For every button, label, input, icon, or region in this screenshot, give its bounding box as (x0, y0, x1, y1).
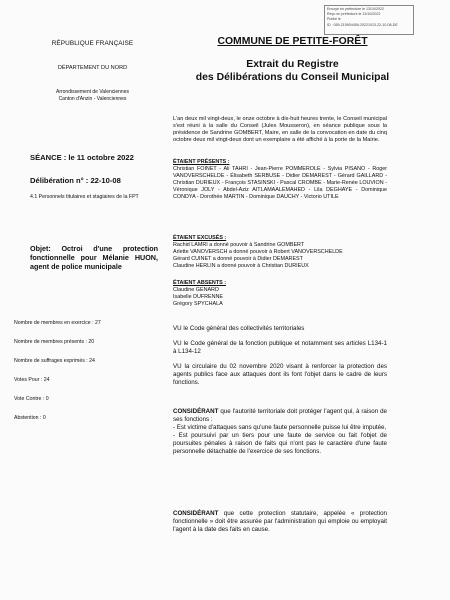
prefecture-stamp (324, 5, 414, 35)
seance-label: SÉANCE : (30, 153, 67, 162)
commune-title: COMMUNE DE PETITE-FORÊT (217, 36, 368, 47)
arrondissement-label: Arrondissement de Valenciennes (55, 89, 129, 95)
absents-section (173, 280, 387, 308)
vote-row: Vote Contre : 0 (14, 396, 49, 402)
republique-label: RÉPUBLIQUE FRANÇAISE (51, 40, 134, 47)
deliberation-number (30, 176, 121, 185)
left-header (30, 40, 155, 102)
vote-row: Nombre de membres présents : 20 (14, 339, 95, 345)
votes-summary (14, 320, 164, 434)
considerant-paragraph (173, 408, 387, 455)
presents-heading: ÉTAIENT PRÉSENTS : (173, 159, 230, 165)
stamp-line: ID : 059-215904459-20221013-22-10-08-DE (327, 22, 398, 27)
absent-line: Grégory SPYCHALA (173, 301, 223, 308)
vote-row: Nombre de suffrages exprimés : 24 (14, 358, 95, 364)
extrait-title (165, 58, 420, 84)
presents-section (173, 159, 387, 202)
stamp-line: Reçu en préfecture le 13/10/2022 (327, 12, 381, 17)
deliberation-label: Délibération n° : (30, 176, 89, 185)
excuse-line: Claudine HERLIN a donné pouvoir à Christian DURIEUX (173, 263, 309, 270)
absents-heading: ÉTAIENT ABSENTS : (173, 280, 227, 286)
considerant-intro: CONSIDÉRANT que l'autorité territoriale doit protéger l'agent qui, à raison de ses fonctions : (173, 408, 387, 423)
departement-label: DÉPARTEMENT DU NORD (57, 65, 128, 71)
intro-paragraph: L'an deux mil vingt-deux, le onze octobre à dix-huit heures trente, le Conseil municipal s'est réuni à la salle du Conseil (Jules Mousseron), en séance publique sous la présidence de Sandrine GOMBERT, Maire, en salle de la convocation en date du cinq octobre deux mil vingt-deux dont un exemplaire a été affiché à la porte de la Mairie. (173, 116, 387, 144)
vu-paragraph: VU la circulaire du 02 novembre 2020 visant à renforcer la protection des agents publics face aux attaques dont ils font l'objet dans le cadre de leurs fonctions. (173, 363, 387, 386)
considerant-paragraph-2: CONSIDÉRANT que cette protection statutaire, appelée « protection fonctionnelle » doit être assurée par l'administration qui emploie ou employait l'agent à la date des faits en cause. (173, 510, 387, 533)
stamp-line: Publié le (327, 17, 341, 22)
vote-row: Abstention : 0 (14, 415, 46, 421)
excuses-heading: ÉTAIENT EXCUSÉS : (173, 235, 227, 241)
excuse-line: Gérard CUINET a donné pouvoir à Didier DEMAREST (173, 256, 303, 263)
stamp-line: Envoyé en préfecture le 13/10/2022 (327, 7, 384, 11)
absent-line: Claudine GENARD (173, 287, 219, 294)
seance-value: le 11 octobre 2022 (68, 153, 134, 162)
extrait-line: Extrait du Registre (246, 59, 339, 70)
seance-date (30, 153, 134, 162)
deliberation-value: 22-10-08 (90, 176, 121, 185)
canton-label: Canton d'Anzin - Valenciennes (58, 95, 127, 102)
absent-line: Isabelle DUFRENNE (173, 294, 224, 301)
vu-paragraph: VU le Code général de la fonction publique et notamment ses articles L134-1 à L134-12 (173, 340, 387, 355)
extrait-line: des Délibérations du Conseil Municipal (195, 72, 390, 83)
considerant-bullet: - Est poursuivi par un tiers pour une faute de service ou fait l'objet de poursuites pénales à raison de faits qui n'ont pas le caractère d'une faute personnelle détachable de l'exercice de ses fonctions. (173, 431, 387, 455)
considerant-bullet: - Est victime d'attaques sans qu'une faute personnelle puisse lui être imputée, (173, 423, 387, 431)
vu-paragraph: VU le Code général des collectivités territoriales (173, 325, 305, 332)
vote-row: Nombre de membres en exercice : 27 (14, 320, 101, 326)
excuses-section (173, 235, 387, 270)
presents-list: Christian FOINET - Ali TAHRI - Jean-Pierre POMMEROLE - Sylvia PISANO - Roger VANOVERSCHELDE - Élisabeth SERBUSE - Didier DEMAREST - Gérard GAILLARD - Christian DURIEUX - François STASINSKI - Pascal CROMBE - Marie-Renée LOUVION - Véronique JOLY - Abdel-Aziz AITLAMAALEMAHED - Lila DEGHAYE - Dominique CONDYA - Dorothée MARTIN - Dominique DAUCHY - Victorio UTILE (173, 166, 387, 201)
excuse-line: Arlette VANOVERSCH a donné pouvoir à Robert VANOVERSCHELDE (173, 249, 343, 256)
excuse-line: Rachid LAMRI a donné pouvoir à Sandrine GOMBERT (173, 242, 305, 249)
theme-label: 4.1 Personnels titulaires et stagiaires de la FPT (30, 194, 139, 200)
objet-text: Objet: Octroi d'une protection fonctionnelle pour Mélanie HUON, agent de police municipale (30, 244, 158, 271)
vote-row: Votes Pour : 24 (14, 377, 50, 383)
